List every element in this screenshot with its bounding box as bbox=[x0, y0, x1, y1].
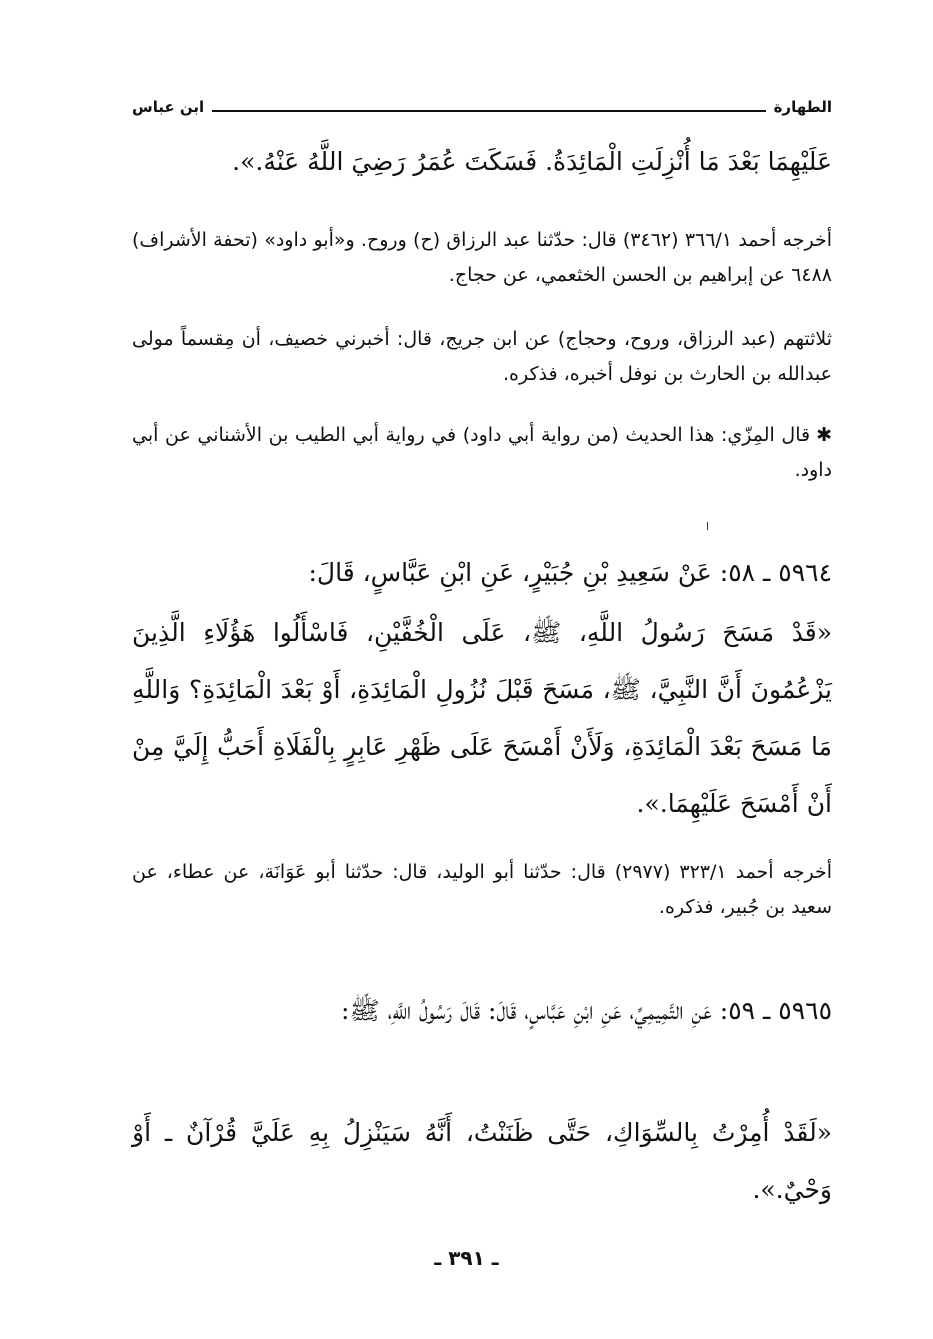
page-number: ـ ٣٩١ ـ bbox=[434, 1246, 499, 1270]
takhrij-note-3: أخرجه أحمد ٣٢٣/١ (٢٩٧٧) قال: حدّثنا أبو الوليد، قال: حدّثنا أبو عَوَانَة، عن عطاء، عن سعيد بن جُبير، فذكره. bbox=[132, 861, 832, 918]
takhrij-note-1: أخرجه أحمد ٣٦٦/١ (٣٤٦٢) قال: حدّثنا عبد الرزاق (ح) وروح. و«أبو داود» (تحفة الأشراف) ٦٤٨٨ عن إبراهيم بن الحسن الخثعمي، عن حجاج. bbox=[132, 229, 833, 286]
hadith-continuation: عَلَيْهِمَا بَعْدَ مَا أُنْزِلَتِ الْمَائِدَةُ. فَسَكَتَ عُمَرُ رَضِيَ اللَّهُ عَنْهُ.». bbox=[232, 147, 832, 176]
asterisk-icon: ✱ bbox=[816, 424, 832, 446]
running-header bbox=[132, 93, 832, 121]
hadith-58-intro: ٥٩٦٤ ـ ٥٨: عَنْ سَعِيدِ بْنِ جُبَيْرٍ، عَنِ ابْنِ عَبَّاسٍ، قَالَ: bbox=[308, 558, 832, 587]
takhrij-note-2: ثلاثتهم (عبد الرزاق، وروح، وحجاج) عن ابن جريج، قال: أخبرني خصيف، أن مِقسماً مولى عبدالله بن الحارث بن نوفل أخبره، فذكره. bbox=[132, 328, 832, 385]
hadith-58-text: «قَدْ مَسَحَ رَسُولُ اللَّهِ، ﷺ، عَلَى الْخُفَّيْنِ، فَاسْأَلُوا هَؤُلَاءِ الَّذِينَ يَزْعُمُونَ أَنَّ النَّبِيَّ، ﷺ، مَسَحَ قَبْلَ نُزُولِ الْمَائِدَةِ، أَوْ بَعْدَ الْمَائِدَةِ؟ وَاللَّهِ مَا مَسَحَ بَعْدَ الْمَائِدَةِ، وَلَأَنْ أَمْسَحَ عَلَى ظَهْرِ عَابِرٍ بِالْفَلَاةِ أَحَبُّ إِلَيَّ مِنْ أَنْ أَمْسَحَ عَلَيْهِمَا.». bbox=[132, 618, 832, 818]
header-narrator-name: ابن عباس bbox=[132, 98, 205, 116]
header-chapter-title: الطهارة bbox=[773, 98, 832, 116]
stray-mark bbox=[707, 522, 708, 530]
hadith-59-intro: ٥٩٦٥ ـ ٥٩: عَنِ التَّمِيمِيِّ، عَنِ ابْنِ عَبَّاسٍ، قَالَ: قَالَ رَسُولُ اللَّهِ، ﷺ: bbox=[341, 996, 832, 1025]
mizzi-note-text: قال المِزّي: هذا الحديث (من رواية أبي داود) في رواية أبي الطيب بن الأشناني عن أبي داود. bbox=[132, 424, 832, 481]
mizzi-note bbox=[132, 418, 832, 488]
header-rule bbox=[212, 110, 765, 112]
hadith-59-text: «لَقَدْ أُمِرْتُ بِالسِّوَاكِ، حَتَّى ظَنَنْتُ، أَنَّهُ سَيَنْزِلُ بِهِ عَلَيَّ قُرْآنٌ ـ أَوْ وَحْيٌ.». bbox=[132, 1118, 832, 1204]
